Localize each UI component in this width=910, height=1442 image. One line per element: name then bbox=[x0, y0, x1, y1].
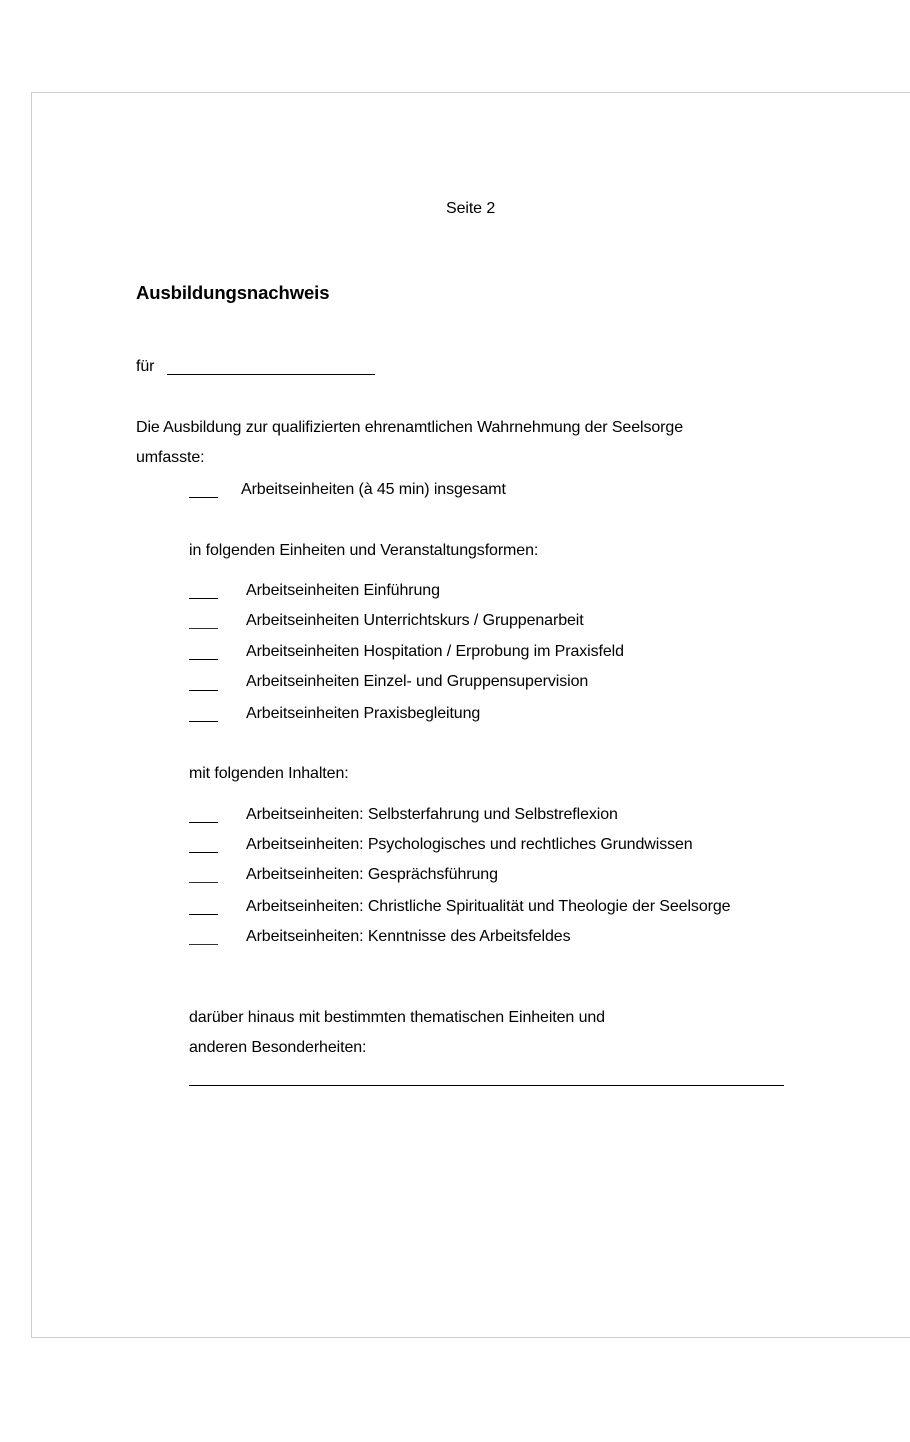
contents-blank bbox=[189, 914, 218, 915]
units-blank bbox=[189, 721, 218, 722]
name-fill-in-line bbox=[167, 374, 375, 375]
intro-text-line-2: umfasste: bbox=[136, 449, 205, 466]
contents-item: Arbeitseinheiten: Gesprächsführung bbox=[246, 866, 498, 883]
total-units-blank bbox=[189, 497, 218, 498]
intro-text-line-1: Die Ausbildung zur qualifizierten ehrenamtlichen Wahrnehmung der Seelsorge bbox=[136, 419, 683, 436]
document-page bbox=[31, 92, 910, 1338]
contents-blank bbox=[189, 944, 218, 945]
units-blank bbox=[189, 659, 218, 660]
units-blank bbox=[189, 690, 218, 691]
contents-heading: mit folgenden Inhalten: bbox=[189, 765, 349, 782]
units-item: Arbeitseinheiten Einführung bbox=[246, 582, 440, 599]
contents-blank bbox=[189, 882, 218, 883]
contents-item: Arbeitseinheiten: Selbsterfahrung und Selbstreflexion bbox=[246, 806, 618, 823]
contents-item: Arbeitseinheiten: Kenntnisse des Arbeitsfeldes bbox=[246, 928, 571, 945]
contents-blank bbox=[189, 822, 218, 823]
remarks-fill-in-line bbox=[189, 1085, 784, 1086]
units-item: Arbeitseinheiten Einzel- und Gruppensupervision bbox=[246, 673, 589, 690]
document-title: Ausbildungsnachweis bbox=[136, 282, 330, 303]
contents-blank bbox=[189, 852, 218, 853]
fuer-label: für bbox=[136, 358, 155, 375]
units-item: Arbeitseinheiten Hospitation / Erprobung im Praxisfeld bbox=[246, 643, 624, 660]
units-blank bbox=[189, 598, 218, 599]
remarks-text-line-2: anderen Besonderheiten: bbox=[189, 1039, 367, 1056]
contents-item: Arbeitseinheiten: Psychologisches und rechtliches Grundwissen bbox=[246, 836, 693, 853]
units-blank bbox=[189, 628, 218, 629]
total-units-label: Arbeitseinheiten (à 45 min) insgesamt bbox=[241, 481, 506, 498]
units-item: Arbeitseinheiten Praxisbegleitung bbox=[246, 705, 481, 722]
units-item: Arbeitseinheiten Unterrichtskurs / Gruppenarbeit bbox=[246, 612, 584, 629]
remarks-text-line-1: darüber hinaus mit bestimmten thematischen Einheiten und bbox=[189, 1009, 605, 1026]
contents-item: Arbeitseinheiten: Christliche Spiritualität und Theologie der Seelsorge bbox=[246, 898, 731, 915]
page-number: Seite 2 bbox=[446, 200, 496, 217]
units-heading: in folgenden Einheiten und Veranstaltungsformen: bbox=[189, 542, 539, 559]
